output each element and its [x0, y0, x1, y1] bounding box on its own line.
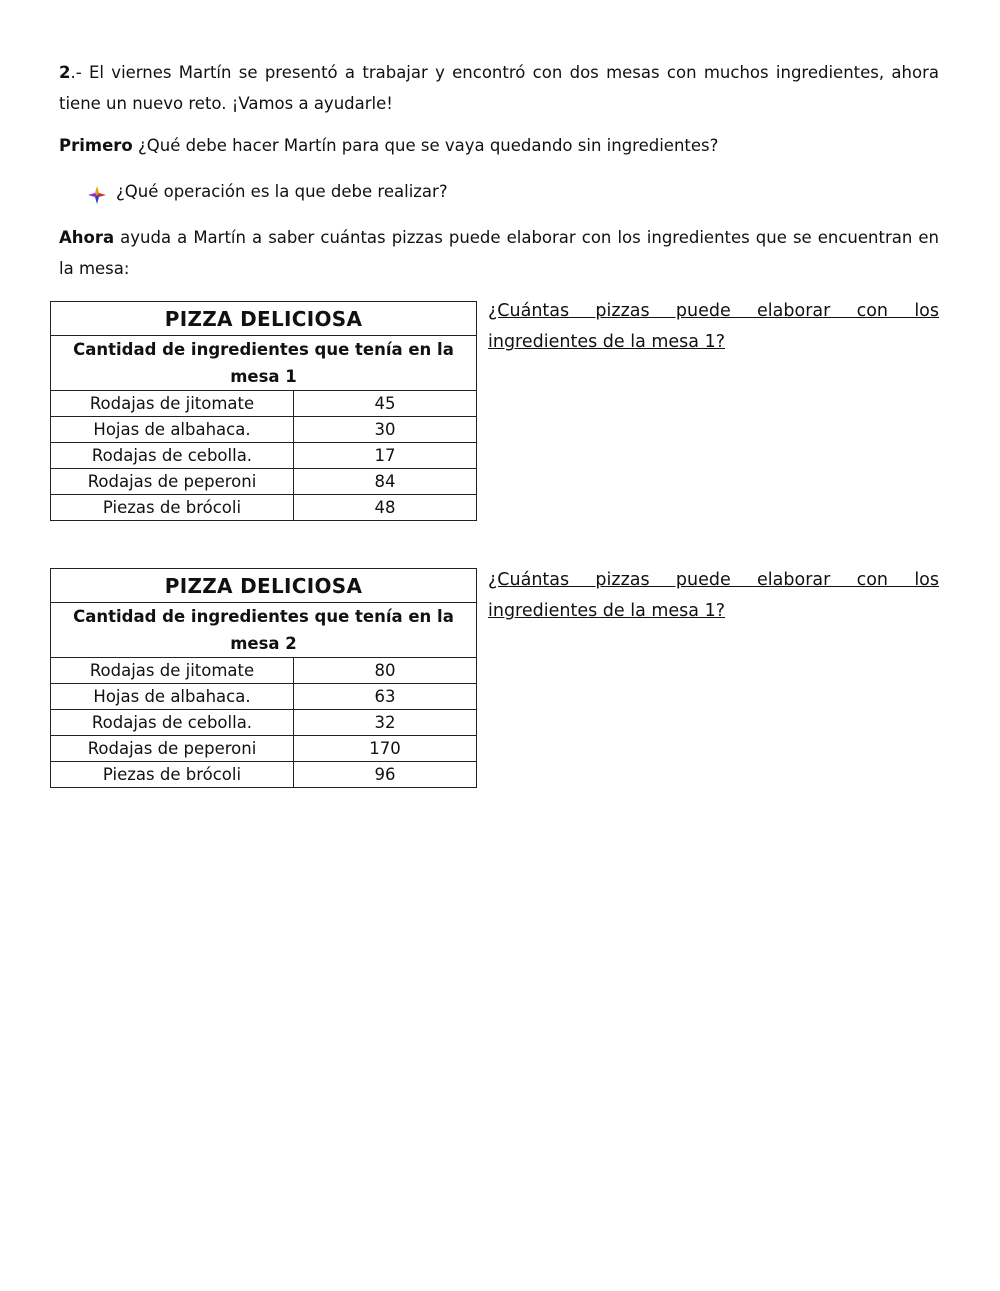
table-row — [51, 658, 477, 684]
ingredient-name: Rodajas de cebolla. — [51, 443, 294, 469]
four-point-star-icon — [88, 183, 106, 201]
table-row — [51, 417, 477, 443]
ingredient-quantity: 17 — [294, 443, 477, 469]
ahora-text: ayuda a Martín a saber cuántas pizzas puede elaborar con los ingredientes que se encuentran en la mesa: — [59, 228, 939, 278]
primero-paragraph — [59, 130, 939, 161]
question-mesa-1: ¿Cuántas pizzas puede elaborar con los ingredientes de la mesa 1? — [488, 301, 939, 352]
ingredient-name: Rodajas de jitomate — [51, 391, 294, 417]
ingredient-quantity: 170 — [294, 736, 477, 762]
intro-text: .- El viernes Martín se presentó a trabajar y encontró con dos mesas con muchos ingredientes, ahora tiene un nuevo reto. ¡Vamos a ayudarle! — [59, 63, 939, 113]
question-mesa-2: ¿Cuántas pizzas puede elaborar con los ingredientes de la mesa 1? — [488, 570, 939, 621]
bullet-question — [88, 176, 448, 207]
table-row — [51, 762, 477, 788]
table-row — [51, 443, 477, 469]
table-row — [51, 684, 477, 710]
ingredient-quantity: 84 — [294, 469, 477, 495]
ingredient-quantity: 30 — [294, 417, 477, 443]
ingredient-quantity: 80 — [294, 658, 477, 684]
intro-paragraph — [59, 57, 939, 119]
ingredient-quantity: 32 — [294, 710, 477, 736]
ingredients-table-mesa-2 — [50, 568, 477, 788]
table-row — [51, 736, 477, 762]
exercise-number: 2 — [59, 63, 71, 82]
table-row — [51, 495, 477, 521]
primero-label: Primero — [59, 136, 133, 155]
table-row — [51, 391, 477, 417]
bullet-text: ¿Qué operación es la que debe realizar? — [116, 182, 448, 201]
ingredient-name: Piezas de brócoli — [51, 495, 294, 521]
ahora-label: Ahora — [59, 228, 115, 247]
ingredient-name: Piezas de brócoli — [51, 762, 294, 788]
table-subtitle: Cantidad de ingredientes que tenía en la mesa 2 — [51, 603, 477, 658]
table-title: PIZZA DELICIOSA — [51, 569, 477, 603]
ingredient-quantity: 63 — [294, 684, 477, 710]
ingredient-name: Rodajas de jitomate — [51, 658, 294, 684]
table-title: PIZZA DELICIOSA — [51, 302, 477, 336]
ingredient-quantity: 45 — [294, 391, 477, 417]
ingredient-name: Rodajas de cebolla. — [51, 710, 294, 736]
ingredients-table-mesa-1 — [50, 301, 477, 521]
ingredient-name: Rodajas de peperoni — [51, 469, 294, 495]
ingredient-name: Hojas de albahaca. — [51, 684, 294, 710]
ingredient-quantity: 96 — [294, 762, 477, 788]
ahora-paragraph — [59, 222, 939, 284]
ingredient-quantity: 48 — [294, 495, 477, 521]
ingredient-name: Rodajas de peperoni — [51, 736, 294, 762]
table-row — [51, 469, 477, 495]
table-subtitle: Cantidad de ingredientes que tenía en la mesa 1 — [51, 336, 477, 391]
primero-text: ¿Qué debe hacer Martín para que se vaya quedando sin ingredientes? — [132, 136, 719, 155]
table-row — [51, 710, 477, 736]
ingredient-name: Hojas de albahaca. — [51, 417, 294, 443]
